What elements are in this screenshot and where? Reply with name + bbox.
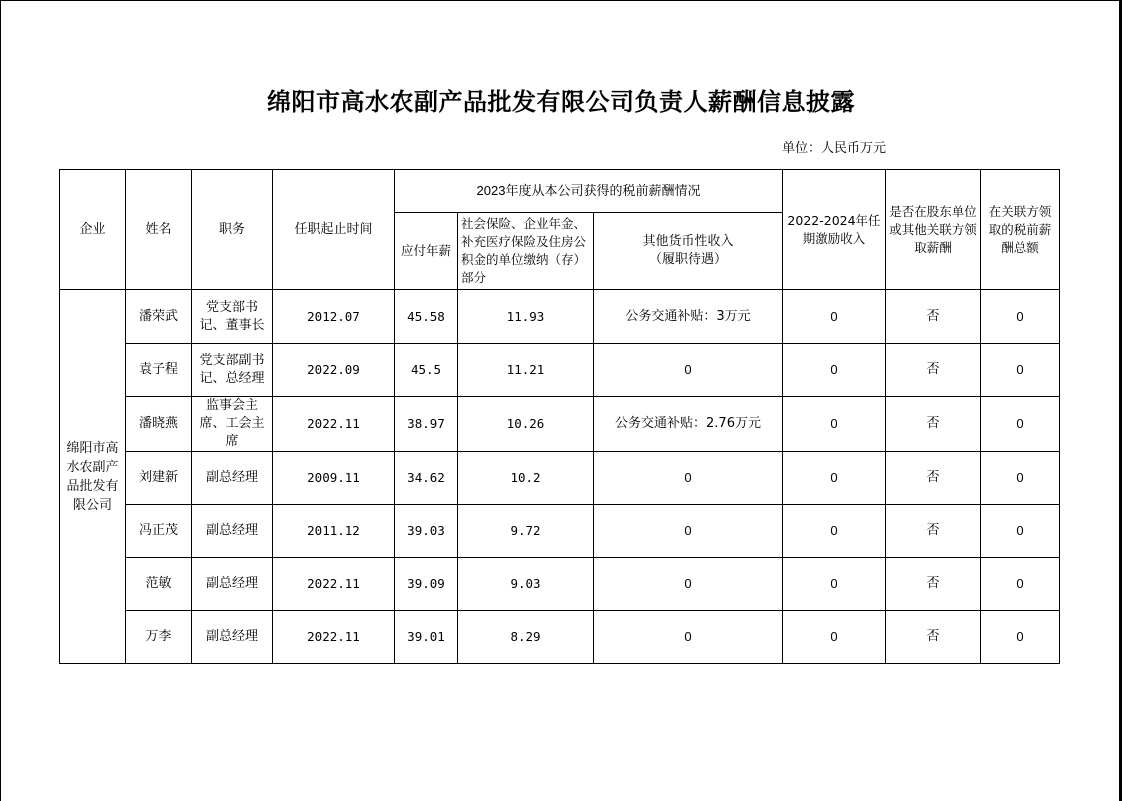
table-row [60,397,1060,452]
cell-related-party-total: 0 [981,505,1060,558]
cell-related-party-total: 0 [981,611,1060,664]
cell-tenure: 2022.11 [273,397,395,452]
cell-other-income: 公务交通补贴：2.76万元 [594,397,783,452]
cell-tenure: 2012.07 [273,290,395,344]
cell-annual-salary: 45.5 [395,344,458,397]
cell-incentive: 0 [783,558,886,611]
cell-paid-by-shareholder: 否 [886,611,981,664]
currency-unit-label: 单位：人民币万元 [781,141,886,156]
table-row [60,558,1060,611]
cell-position: 副总经理 [192,558,273,611]
cell-name: 冯正茂 [126,505,192,558]
cell-social-insurance: 10.2 [458,452,594,505]
header-term-incentive: 2022-2024年任期激励收入 [783,170,886,290]
cell-position: 副总经理 [192,505,273,558]
cell-annual-salary: 45.58 [395,290,458,344]
cell-position: 监事会主席、工会主席 [192,397,273,452]
cell-other-income: 0 [594,505,783,558]
cell-paid-by-shareholder: 否 [886,558,981,611]
cell-other-income: 公务交通补贴：3万元 [594,290,783,344]
cell-social-insurance: 11.93 [458,290,594,344]
cell-other-income: 0 [594,452,783,505]
cell-paid-by-shareholder: 否 [886,344,981,397]
cell-annual-salary: 38.97 [395,397,458,452]
cell-annual-salary: 39.09 [395,558,458,611]
cell-paid-by-shareholder: 否 [886,452,981,505]
cell-name: 潘晓燕 [126,397,192,452]
cell-social-insurance: 9.03 [458,558,594,611]
cell-incentive: 0 [783,344,886,397]
cell-position: 副总经理 [192,611,273,664]
salary-disclosure-table [59,169,1060,664]
header-name: 姓名 [126,170,192,290]
cell-other-income: 0 [594,611,783,664]
cell-paid-by-shareholder: 否 [886,290,981,344]
cell-name: 潘荣武 [126,290,192,344]
cell-annual-salary: 39.03 [395,505,458,558]
header-social-insurance: 社会保险、企业年金、补充医疗保险及住房公积金的单位缴纳（存）部分 [458,213,594,290]
cell-social-insurance: 11.21 [458,344,594,397]
cell-annual-salary: 34.62 [395,452,458,505]
cell-other-income: 0 [594,558,783,611]
cell-position: 党支部副书记、总经理 [192,344,273,397]
cell-related-party-total: 0 [981,344,1060,397]
cell-social-insurance: 10.26 [458,397,594,452]
cell-related-party-total: 0 [981,452,1060,505]
cell-annual-salary: 39.01 [395,611,458,664]
header-paid-by-shareholder: 是否在股东单位或其他关联方领取薪酬 [886,170,981,290]
cell-related-party-total: 0 [981,290,1060,344]
cell-social-insurance: 8.29 [458,611,594,664]
cell-incentive: 0 [783,452,886,505]
cell-paid-by-shareholder: 否 [886,505,981,558]
cell-name: 万李 [126,611,192,664]
header-other-income-line1: 其他货币性收入 [642,234,734,249]
cell-incentive: 0 [783,505,886,558]
document-title: 绵阳市高水农副产品批发有限公司负责人薪酬信息披露 [267,87,855,116]
header-tenure: 任职起止时间 [273,170,395,290]
cell-tenure: 2022.11 [273,611,395,664]
header-company: 企业 [60,170,126,290]
cell-name: 刘建新 [126,452,192,505]
cell-tenure: 2009.11 [273,452,395,505]
header-other-income [594,213,783,290]
cell-position: 副总经理 [192,452,273,505]
cell-related-party-total: 0 [981,397,1060,452]
cell-paid-by-shareholder: 否 [886,397,981,452]
cell-position: 党支部书记、董事长 [192,290,273,344]
table-row [60,611,1060,664]
header-position: 职务 [192,170,273,290]
cell-incentive: 0 [783,397,886,452]
table-row [60,290,1060,344]
cell-incentive: 0 [783,611,886,664]
header-related-party-total: 在关联方领取的税前薪酬总额 [981,170,1060,290]
table-row [60,505,1060,558]
cell-incentive: 0 [783,290,886,344]
table-row [60,452,1060,505]
cell-social-insurance: 9.72 [458,505,594,558]
header-other-income-line2: （履职待遇） [648,252,727,267]
company-cell: 绵阳市高水农副产品批发有限公司 [60,290,126,664]
cell-other-income: 0 [594,344,783,397]
header-2023-salary-group: 2023年度从本公司获得的税前薪酬情况 [395,170,783,213]
header-row-1 [60,170,1060,213]
cell-tenure: 2022.11 [273,558,395,611]
header-annual-salary: 应付年薪 [395,213,458,290]
cell-name: 范敏 [126,558,192,611]
cell-tenure: 2011.12 [273,505,395,558]
cell-related-party-total: 0 [981,558,1060,611]
cell-name: 袁子程 [126,344,192,397]
table-row [60,344,1060,397]
cell-tenure: 2022.09 [273,344,395,397]
